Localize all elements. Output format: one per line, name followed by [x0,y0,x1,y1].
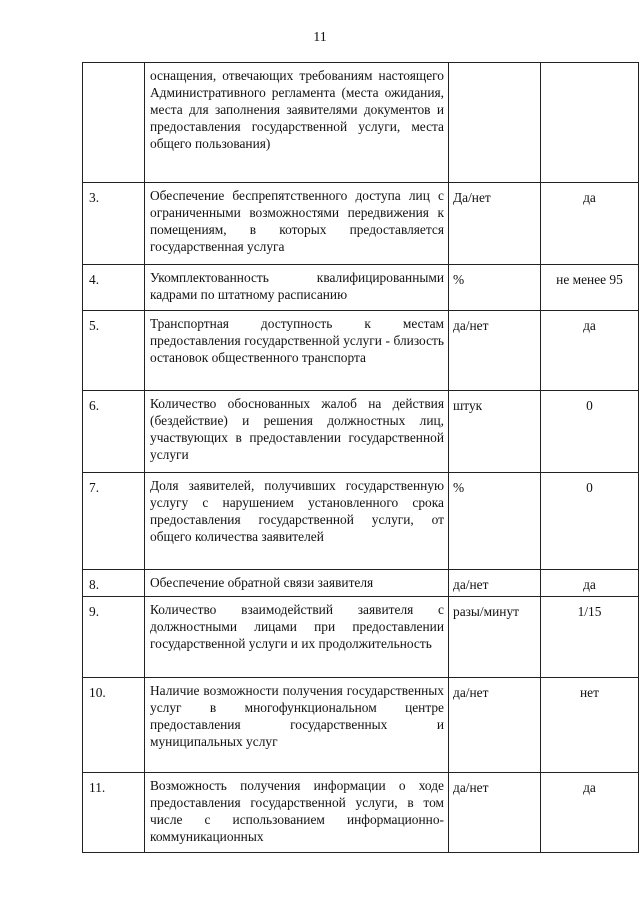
indicators-table [82,62,639,853]
unit-of-measure: да/нет [449,570,541,597]
table-row [83,597,639,678]
normative-value: 1/15 [541,597,639,678]
unit-of-measure: да/нет [449,773,541,853]
table-row [83,391,639,473]
normative-value: не менее 95 [541,265,639,311]
row-number: 8. [83,570,145,597]
unit-of-measure [449,63,541,183]
row-number: 11. [83,773,145,853]
normative-value: 0 [541,473,639,570]
unit-of-measure: разы/минут [449,597,541,678]
table-row [83,678,639,773]
unit-of-measure: да/нет [449,311,541,391]
row-number: 10. [83,678,145,773]
normative-value: нет [541,678,639,773]
normative-value: да [541,773,639,853]
indicator-name: Обеспечение обратной связи заявителя [145,570,449,597]
indicators-table-body [83,63,639,853]
indicator-name: Наличие возможности получения государственных услуг в многофункциональном центре предоставления государственных и муниципальных услуг [145,678,449,773]
row-number: 6. [83,391,145,473]
page-number: 11 [313,30,327,45]
unit-of-measure: штук [449,391,541,473]
unit-of-measure: % [449,473,541,570]
normative-value: да [541,183,639,265]
row-number: 7. [83,473,145,570]
indicator-name: Укомплектованность квалифицированными кадрами по штатному расписанию [145,265,449,311]
indicator-name: Количество обоснованных жалоб на действия (бездействие) и решения должностных лиц, участвующих в предоставлении государственной услуги [145,391,449,473]
row-number [83,63,145,183]
normative-value: да [541,311,639,391]
table-row [83,773,639,853]
normative-value [541,63,639,183]
unit-of-measure: Да/нет [449,183,541,265]
indicator-name: Доля заявителей, получивших государственную услугу с нарушением установленного срока предоставления государственной услуги, от общего количества заявителей [145,473,449,570]
row-number: 3. [83,183,145,265]
indicator-name: оснащения, отвечающих требованиям настоящего Административного регламента (места ожидания, места для заполнения заявителями документов и предоставления государственной услуги, места общего пользования) [145,63,449,183]
row-number: 9. [83,597,145,678]
table-row [83,265,639,311]
table-row [83,570,639,597]
indicator-name: Обеспечение беспрепятственного доступа лиц с ограниченными возможностями передвижения к помещениям, в которых предоставляется государственная услуга [145,183,449,265]
table-row [83,183,639,265]
table-row [83,311,639,391]
unit-of-measure: да/нет [449,678,541,773]
indicator-name: Возможность получения информации о ходе предоставления государственной услуги, в том числе с использованием информационно-коммуникационных [145,773,449,853]
indicator-name: Количество взаимодействий заявителя с должностными лицами при предоставлении государственной услуги и их продолжительность [145,597,449,678]
table-row [83,63,639,183]
row-number: 4. [83,265,145,311]
table-row [83,473,639,570]
indicator-name: Транспортная доступность к местам предоставления государственной услуги - близость остановок общественного транспорта [145,311,449,391]
row-number: 5. [83,311,145,391]
normative-value: 0 [541,391,639,473]
unit-of-measure: % [449,265,541,311]
normative-value: да [541,570,639,597]
